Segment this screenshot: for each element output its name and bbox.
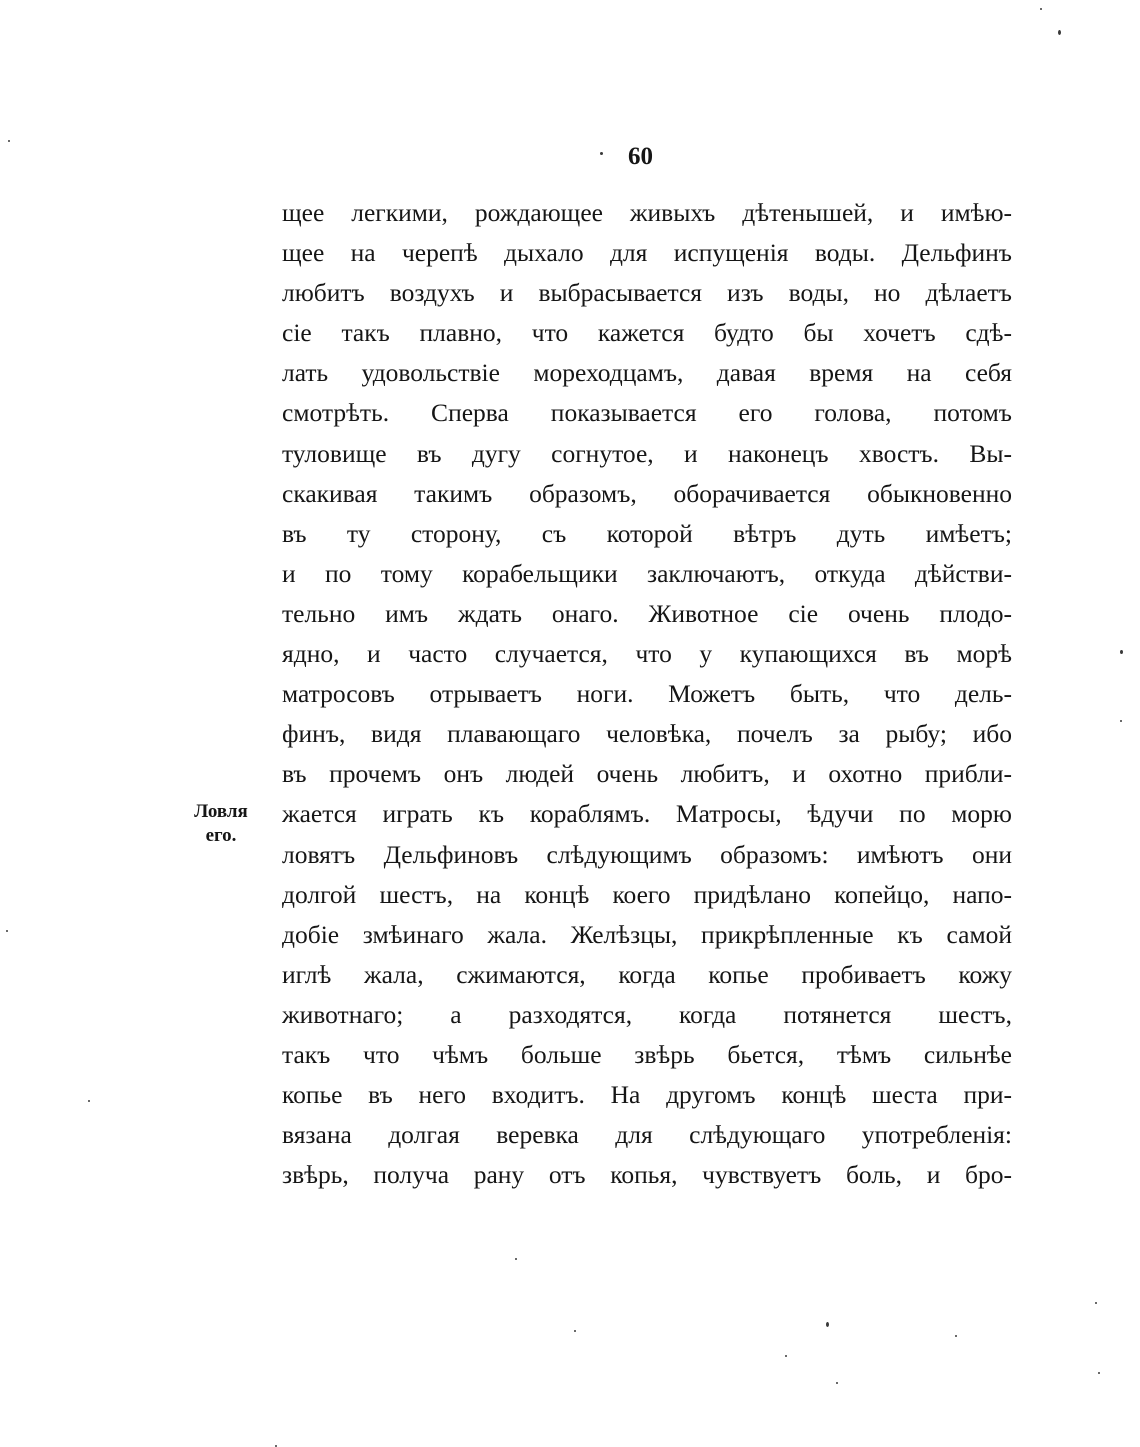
text-line: копье въ него входитъ. На другомъ концѣ шеста при-: [282, 1080, 1012, 1110]
text-line: тельно имъ ждать онаго. Животное сіе очень плодо-: [282, 598, 1012, 628]
text-line: иглѣ жала, сжимаются, когда копье пробиваетъ кожу: [282, 959, 1012, 989]
text-line: ядно, и часто случается, что у купающихся въ морѣ: [282, 639, 1012, 669]
margin-note: [186, 800, 256, 848]
margin-note-line: Ловля: [194, 801, 248, 822]
text-line: въ прочемъ онъ людей очень любитъ, и охотно прибли-: [282, 759, 1012, 789]
paper-speck: [1058, 30, 1061, 35]
paper-speck: [1098, 1372, 1100, 1374]
paper-speck: [1120, 720, 1122, 722]
paper-speck: [600, 152, 603, 155]
paper-speck: [88, 1100, 90, 1102]
paper-speck: [6, 930, 8, 932]
text-line: вязана долгая веревка для слѣдующаго употребленія:: [282, 1120, 1012, 1150]
text-line: смотрѣть. Сперва показывается его голова, потомъ: [282, 398, 1012, 428]
text-line: ловятъ Дельфиновъ слѣдующимъ образомъ: имѣютъ они: [282, 839, 1012, 869]
text-line: щее легкими, рождающее живыхъ дѣтенышей, и имѣю-: [282, 198, 1012, 227]
text-line: въ ту сторону, съ которой вѣтръ дуть имѣетъ;: [282, 518, 1012, 548]
paper-speck: [1120, 650, 1123, 654]
text-line: звѣрь, получа рану отъ копья, чувствуетъ боль, и бро-: [282, 1160, 1012, 1190]
text-line: туловище въ дугу согнутое, и наконецъ хвостъ. Вы-: [282, 438, 1012, 468]
text-line: скакивая такимъ образомъ, оборачивается обыкновенно: [282, 478, 1012, 508]
paper-speck: [574, 1330, 576, 1332]
page-number: 60: [628, 143, 653, 170]
paper-speck: [955, 1335, 957, 1337]
text-line: сіе такъ плавно, что кажется будто бы хочетъ сдѣ-: [282, 318, 1012, 348]
paper-speck: [8, 140, 10, 142]
text-line: финъ, видя плавающаго человѣка, почелъ за рыбу; ибо: [282, 719, 1012, 749]
paper-speck: [836, 1382, 838, 1384]
text-line: жается играть къ кораблямъ. Матросы, ѣдучи по морю: [282, 799, 1012, 829]
paper-speck: [785, 1355, 787, 1357]
text-line: животнаго; а разходятся, когда потянется шестъ,: [282, 999, 1012, 1029]
text-line: такъ что чѣмъ больше звѣрь бьется, тѣмъ сильнѣе: [282, 1039, 1012, 1069]
text-line: добіе змѣинаго жала. Желѣзцы, прикрѣпленные къ самой: [282, 919, 1012, 949]
paper-speck: [1095, 1302, 1097, 1304]
text-line: любитъ воздухъ и выбрасывается изъ воды, но дѣлаетъ: [282, 278, 1012, 308]
paper-speck: [1040, 8, 1042, 10]
paper-speck: [826, 1322, 829, 1327]
text-line: лать удовольствіе мореходцамъ, давая время на себя: [282, 358, 1012, 388]
text-line: щее на черепѣ дыхало для испущенія воды. Дельфинъ: [282, 238, 1012, 268]
text-line: долгой шестъ, на концѣ коего придѣлано копейцо, напо-: [282, 879, 1012, 909]
text-line: матросовъ отрываетъ ноги. Можетъ быть, что дель-: [282, 679, 1012, 709]
margin-note-line: его.: [205, 825, 237, 846]
text-line: и по тому корабельщики заключаютъ, откуда дѣйстви-: [282, 558, 1012, 588]
paper-speck: [515, 1258, 517, 1260]
body-text: [282, 193, 1012, 1195]
